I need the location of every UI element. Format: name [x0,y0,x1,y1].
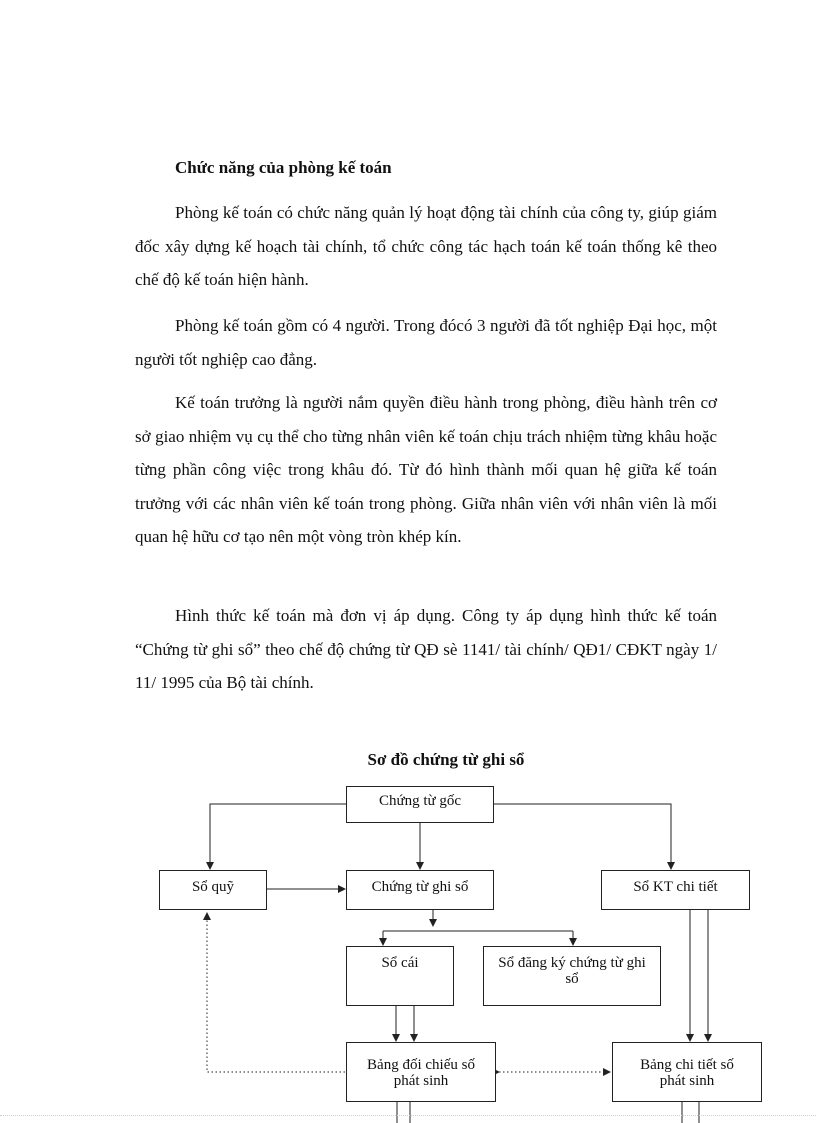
diagram-title: Sơ đồ chứng từ ghi sổ [367,750,525,769]
arrow-goc-to-kt-chi-tiet [493,804,671,869]
page-edge-divider [0,1115,816,1116]
box-so-cai: Sổ cái [346,946,454,1006]
box-bang-doi-chieu: Bảng đối chiếu số phát sinh [346,1042,496,1102]
box-bang-chi-tiet: Bảng chi tiết số phát sinh [612,1042,762,1102]
paragraph-chief-accountant: Kế toán trưởng là người nắm quyền điều hành trong phòng, điều hành trên cơ sở giao nhiệm vụ cụ thể cho từng nhân viên kế toán chịu trách nhiệm từng khâu hoặc từng phần công việc trong khâu đó. Từ đó hình thành mối quan hệ giữa kế toán trưởng với các nhân viên kế toán trong phòng. Giữa nhân viên với nhân viên là mối quan hệ hữu cơ tạo nên một vòng tròn khép kín. [135,393,717,546]
box-so-kt-chi-tiet: Sổ KT chi tiết [601,870,750,910]
paragraph-staff: Phòng kế toán gồm có 4 người. Trong đócó 3 người đã tốt nghiệp Đại học, một người tốt nghiệp cao đẳng. [135,316,717,369]
box-chung-tu-ghi-so: Chứng từ ghi sổ [346,870,494,910]
dotted-doi-chieu-to-so-quy [207,913,345,1072]
paragraph-accounting-form: Hình thức kế toán mà đơn vị áp dụng. Công ty áp dụng hình thức kế toán “Chứng từ ghi sổ” theo chế độ chứng từ QĐ sè 1141/ tài chính/ QĐ1/ CĐKT ngày 1/ 11/ 1995 của Bộ tài chính. [135,606,717,692]
paragraph-function: Phòng kế toán có chức năng quản lý hoạt động tài chính của công ty, giúp giám đốc xây dựng kế hoạch tài chính, tổ chức công tác hạch toán kế toán thống kê theo chế độ kế toán hiện hành. [135,203,717,289]
box-chung-tu-goc: Chứng từ gốc [346,786,494,823]
box-so-quy: Sổ quỹ [159,870,267,910]
section-heading: Chức năng của phòng kế toán [175,158,392,177]
arrow-goc-to-so-quy [210,804,347,869]
box-so-dang-ky: Sổ đăng ký chứng từ ghi sổ [483,946,661,1006]
